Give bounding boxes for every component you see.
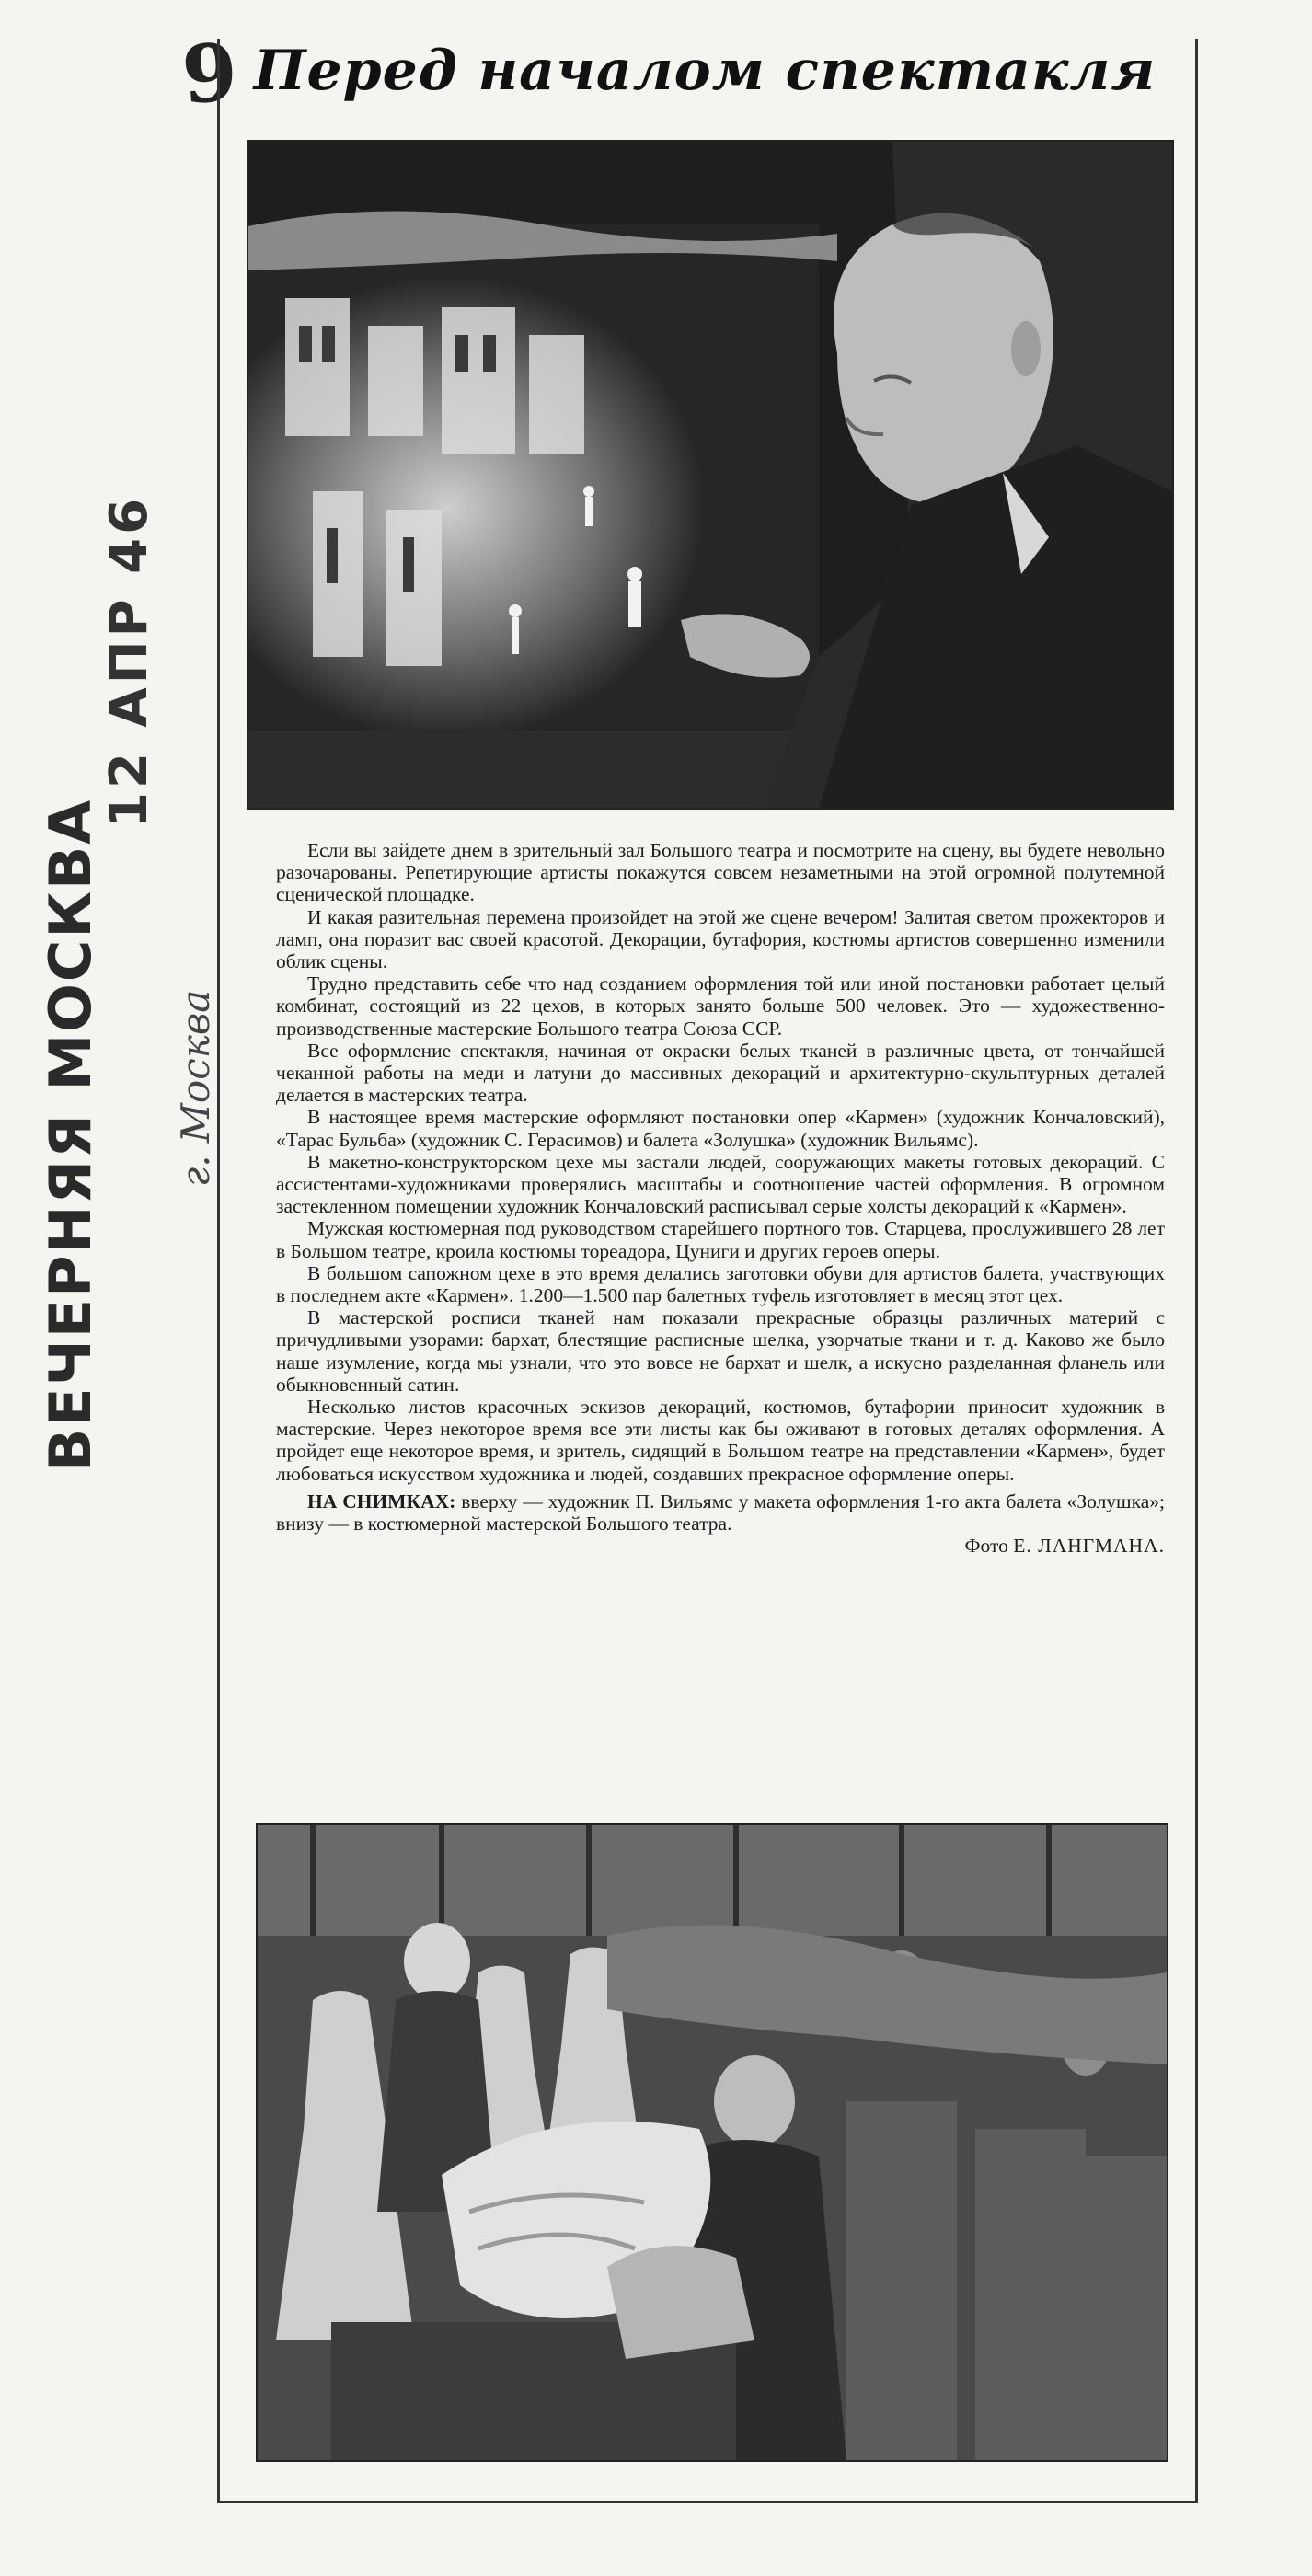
photo-costume-workshop xyxy=(256,1823,1168,2462)
paragraph: В настоящее время мастерские оформляют постановки опер «Кармен» (художник Кончаловский), «Тарас Бульба» (художник С. Герасимов) и балета «Золушка» (художник Вильямс). xyxy=(276,1106,1165,1151)
paragraph: В мастерской росписи тканей нам показали прекрасные образцы различных материй с причудливыми узорами: бархат, блестящие расписные шелка, узорчатые ткани и т. д. Каково же было наше изумление, когда мы узнали, что это вовсе не бархат и шелк, а искусно разделанная фланель или обыкновенный сатин. xyxy=(276,1306,1165,1396)
caption-text: вверху — художник П. Вильямс у макета оформления 1-го акта балета «Золушка»; внизу — в костюмерной мастерской Большого театра. xyxy=(276,1489,1165,1535)
paragraph: В большом сапожном цехе в это время делались заготовки обуви для артистов балета, участвующих в последнем акте «Кармен». 1.200—1.500 пар балетных туфель изготовляет в месяц этот цех. xyxy=(276,1261,1165,1307)
paragraph: Трудно представить себе что над созданием оформления той или иной постановки работает целый комбинат, состоящий из 22 цехов, в которых занято больше 500 человек. Это — художественно-производственные мастерские Большого театра Союза ССР. xyxy=(276,972,1165,1040)
newspaper-name-stamp: ВЕЧЕРНЯЯ МОСКВА xyxy=(37,798,104,1472)
photo-artist-at-stage-model xyxy=(247,140,1174,810)
photo-bottom-illustration xyxy=(258,1825,1167,2460)
date-stamp: 12 АПР 46 xyxy=(99,494,159,828)
article-body xyxy=(276,839,1165,1558)
photo-top-illustration xyxy=(248,142,1172,808)
paragraph: Несколько листов красочных эскизов декораций, костюмов, бутафории приносит художник в мастерские. Через некоторое время все эти листы как бы оживают в готовых деталях оформления. А пройдет еще некоторое время, и зритель, сидящий в Большом театре на представлении «Кармен», будет любоваться искусством художника и людей, создавших прекрасное оформление оперы. xyxy=(276,1396,1165,1485)
paragraph: В макетно-конструкторском цехе мы застали людей, сооружающих макеты готовых декораций. С ассистентами-художниками проверялись масштабы и соотношение частей оформления. В огромном застекленном помещении художник Кончаловский расписывал серые холсты декораций к «Кармен». xyxy=(276,1150,1165,1218)
paragraph: Мужская костюмерная под руководством старейшего портного тов. Старцева, прослужившего 28 лет в Большом театре, кроила костюмы тореадора, Цуниги и других героев оперы. xyxy=(276,1217,1165,1262)
credit-prefix: Фото xyxy=(964,1535,1008,1558)
paragraph: Все оформление спектакля, начиная от окраски белых тканей в различные цвета, от тончайшей чеканной работы на меди и латуни до массивных декораций и архитектурно-скульптурных деталей делается в мастерских театра. xyxy=(276,1039,1165,1107)
paragraph: Если вы зайдете днем в зрительный зал Большого театра и посмотрите на сцену, вы будете невольно разочарованы. Репетирующие артисты покажутся совсем незаметными на этой огромной полутемной сценической площадке. xyxy=(276,839,1165,906)
paragraph: И какая разительная перемена произойдет на этой же сцене вечером! Залитая светом прожекторов и ламп, она поразит вас своей красотой. Декорации, бутафория, костюмы артистов совершенно изменили облик сцены. xyxy=(276,905,1165,973)
photo-credit xyxy=(276,1535,1165,1557)
photo-caption xyxy=(276,1490,1165,1535)
city-note: г. Москва xyxy=(173,989,218,1187)
headline: Перед началом спектакля xyxy=(253,39,1157,103)
credit-name: Е. ЛАНГМАНА. xyxy=(1013,1535,1165,1558)
caption-label: НА СНИМКАХ: xyxy=(307,1489,456,1512)
corner-handwritten-mark: 9 xyxy=(178,26,241,122)
